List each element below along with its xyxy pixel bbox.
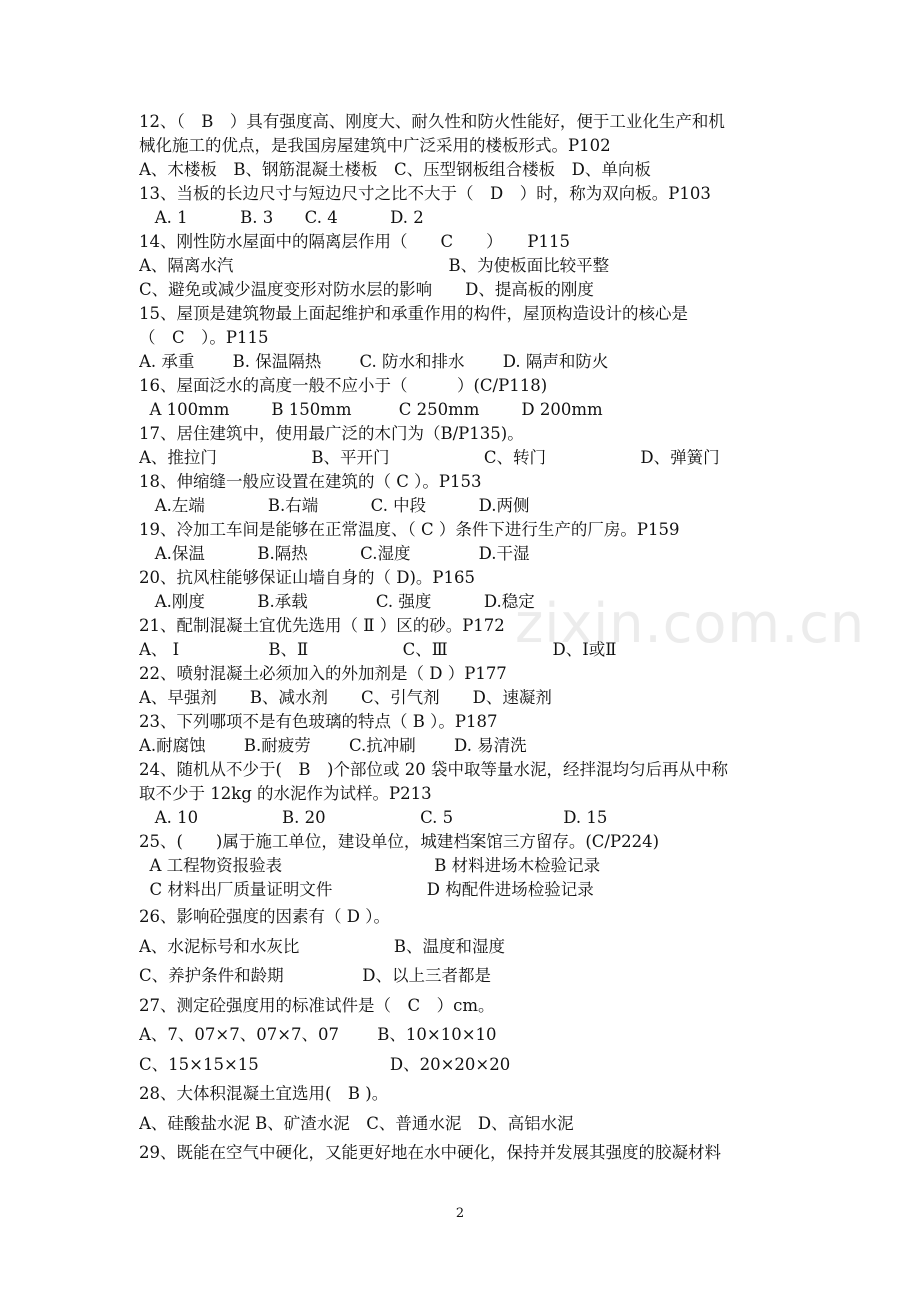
text-line: 20、抗风柱能够保证山墙自身的（ D)。P165 — [139, 568, 476, 587]
text-line: 29、既能在空气中硬化，又能更好地在水中硬化，保持并发展其强度的胶凝材料 — [139, 1143, 721, 1162]
text-line: 23、下列哪项不是有色玻璃的特点（ B ）。P187 — [139, 712, 498, 731]
watermark: zixin.com.cn — [515, 592, 866, 655]
question-list — [139, 110, 799, 1168]
text-line: A. 1 B. 3 C. 4 D. 2 — [139, 208, 424, 227]
text-line: 19、冷加工车间是能够在正常温度、（ C ）条件下进行生产的厂房。P159 — [139, 520, 680, 539]
text-line: A 工程物资报验表 B 材料进场木检验记录 — [139, 856, 601, 875]
text-line: A、推拉门 B、平开门 C、转门 D、弹簧门 — [139, 448, 720, 467]
text-line: A、木楼板 B、钢筋混凝土楼板 C、压型钢板组合楼板 D、单向板 — [139, 160, 651, 179]
text-line: A.保温 B.隔热 C.湿度 D.干湿 — [139, 544, 530, 563]
text-line: （ C ）。P115 — [139, 328, 269, 347]
page-number: 2 — [455, 1206, 465, 1221]
text-line: C、避免或减少温度变形对防水层的影响 D、提高板的刚度 — [139, 280, 594, 299]
text-line: A.刚度 B.承载 C. 强度 D.稳定 — [139, 592, 535, 611]
text-line: A.左端 B.右端 C. 中段 D.两侧 — [139, 496, 530, 515]
text-line: A、隔离水汽 B、为使板面比较平整 — [139, 256, 610, 275]
text-line: 取不少于 12kg 的水泥作为试样。P213 — [139, 784, 432, 803]
text-line: A.耐腐蚀 B.耐疲劳 C.抗冲刷 D. 易清洗 — [139, 736, 527, 755]
text-line: 15、屋顶是建筑物最上面起维护和承重作用的构件，屋顶构造设计的核心是 — [139, 304, 688, 323]
text-line: 25、( )属于施工单位，建设单位，城建档案馆三方留存。(C/P224) — [139, 832, 660, 851]
text-line: A、 Ⅰ B、Ⅱ C、Ⅲ D、Ⅰ或Ⅱ — [139, 640, 617, 659]
text-line: A 100mm B 150mm C 250mm D 200mm — [139, 400, 603, 419]
text-line: 17、居住建筑中，使用最广泛的木门为（B/P135)。 — [139, 424, 524, 443]
text-line: A、水泥标号和水灰比 B、温度和湿度 — [139, 936, 505, 956]
text-line: 18、伸缩缝一般应设置在建筑的（ C ）。P153 — [139, 472, 482, 491]
text-line: A、早强剂 B、减水剂 C、引气剂 D、速凝剂 — [139, 688, 552, 707]
text-line: A、7、07×7、07×7、07 B、10×10×10 — [139, 1025, 497, 1044]
text-line: C 材料出厂质量证明文件 D 构配件进场检验记录 — [139, 880, 594, 899]
text-line: 28、大体积混凝土宜选用( B )。 — [139, 1084, 389, 1103]
text-line: 24、随机从不少于( B )个部位或 20 袋中取等量水泥，经拌混均匀后再从中称 — [139, 760, 728, 779]
text-line: 13、当板的长边尺寸与短边尺寸之比不大于（ D ）时，称为双向板。P103 — [139, 184, 711, 203]
text-line: 26、影响砼强度的因素有（ D ）。 — [139, 907, 390, 926]
text-line: 22、喷射混凝土必须加入的外加剂是（ D ）P177 — [139, 664, 507, 683]
text-line: A、硅酸盐水泥 B、矿渣水泥 C、普通水泥 D、高铝水泥 — [139, 1113, 574, 1133]
text-line: C、养护条件和龄期 D、以上三者都是 — [139, 966, 492, 985]
text-line: A. 10 B. 20 C. 5 D. 15 — [139, 808, 608, 827]
text-line: 12、（ B ）具有强度高、刚度大、耐久性和防火性能好，便于工业化生产和机 — [139, 112, 725, 131]
text-line: 16、屋面泛水的高度一般不应小于（ ）(C/P118) — [139, 376, 548, 395]
text-line: C、15×15×15 D、20×20×20 — [139, 1054, 511, 1074]
text-line: 27、测定砼强度用的标准试件是（ C ）cm。 — [139, 995, 495, 1015]
text-line: 21、配制混凝土宜优先选用（ Ⅱ ）区的砂。P172 — [139, 616, 505, 635]
text-line: 14、刚性防水屋面中的隔离层作用（ C ） P115 — [139, 232, 570, 251]
text-line: 械化施工的优点，是我国房屋建筑中广泛采用的楼板形式。P102 — [139, 136, 611, 155]
text-line: A. 承重 B. 保温隔热 C. 防水和排水 D. 隔声和防火 — [139, 352, 609, 371]
